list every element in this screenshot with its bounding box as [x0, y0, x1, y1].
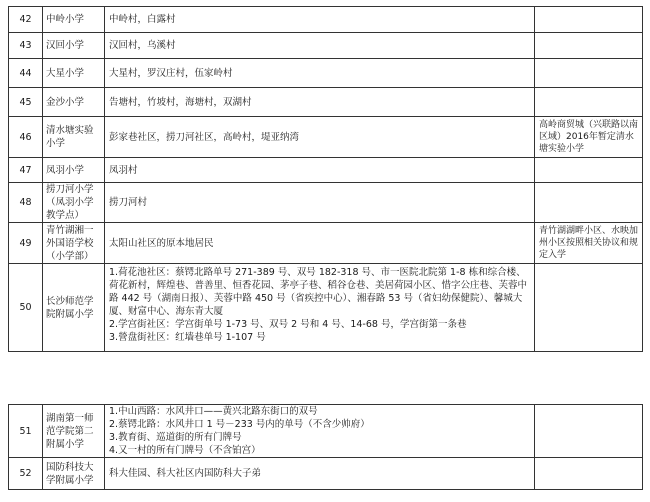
- row-number: 50: [9, 264, 43, 352]
- school-name: 清水塘实验小学: [43, 117, 105, 158]
- enrollment-area: [105, 183, 535, 223]
- enrollment-area-line: 3.營盘街社区：红墙巷单号 1-107 号: [109, 332, 266, 343]
- enrollment-area-line: 彭家巷社区，捞刀河社区，高岭村，堤亚纳湾: [109, 131, 300, 143]
- school-name: 凤羽小学: [43, 158, 105, 183]
- enrollment-area: [105, 88, 535, 117]
- row-number: 43: [9, 33, 43, 59]
- school-name: 金沙小学: [43, 88, 105, 117]
- school-name: 长沙师范学院附属小学: [43, 264, 105, 352]
- remarks: [535, 158, 643, 183]
- enrollment-area-line: 3.教育街、巡道街的所有门牌号: [109, 432, 242, 443]
- row-number: 44: [9, 59, 43, 88]
- enrollment-area: [105, 7, 535, 33]
- school-name: 湖南第一师范学院第二附属小学: [43, 405, 105, 458]
- table-body: [9, 7, 643, 352]
- remarks: [535, 458, 643, 490]
- enrollment-area: [105, 405, 535, 458]
- table-row: [9, 223, 643, 264]
- table-body: [9, 405, 643, 490]
- enrollment-area: [105, 158, 535, 183]
- school-name: 大星小学: [43, 59, 105, 88]
- enrollment-area-line: 2.蔡锷北路：水风井口 1 号－233 号内的单号（不含少帅府）: [109, 419, 370, 430]
- school-name: 中岭小学: [43, 7, 105, 33]
- school-district-table: [8, 6, 643, 352]
- table-row: [9, 264, 643, 352]
- enrollment-area-line: 中岭村，白露村: [109, 14, 176, 25]
- table-row: [9, 33, 643, 59]
- enrollment-area: [105, 458, 535, 490]
- enrollment-area-line: 凤羽村: [109, 164, 138, 176]
- remarks: [535, 264, 643, 352]
- enrollment-area: [105, 223, 535, 264]
- row-number: 52: [9, 458, 43, 490]
- row-number: 49: [9, 223, 43, 264]
- table-row: [9, 7, 643, 33]
- row-number: 45: [9, 88, 43, 117]
- table-row: [9, 88, 643, 117]
- enrollment-area: [105, 33, 535, 59]
- enrollment-area-line: 1.荷花池社区：蔡锷北路单号 271-389 号、双号 182-318 号、市一医院北院第 1-8 栋和综合楼、荷花新村，辉煌巷、普善里、恒香花园、茅亭子巷、稻谷仓巷、美居荷园小区、惜字公庄巷、芙蓉中路 442 号（湖南日报）、芙蓉中路 450 号（省疾控中心）、湘春路 53 号（省妇幼保健院）、馨城大厦、财富中心、海东青大厦: [109, 267, 528, 317]
- row-number: 48: [9, 183, 43, 223]
- table-row: [9, 183, 643, 223]
- remarks: [535, 405, 643, 458]
- table-row: [9, 59, 643, 88]
- remarks: 青竹湖湖畔小区、水映加州小区按照相关协议和规定入学: [535, 223, 643, 264]
- table-row: [9, 405, 643, 458]
- school-name: 汉回小学: [43, 33, 105, 59]
- enrollment-area: [105, 117, 535, 158]
- school-name: 国防科技大学附属小学: [43, 458, 105, 490]
- school-name: 青竹湖湘一外国语学校（小学部）: [43, 223, 105, 264]
- table-row: [9, 458, 643, 490]
- remarks: [535, 7, 643, 33]
- row-number: 47: [9, 158, 43, 183]
- enrollment-area-line: 捞刀河村: [109, 197, 148, 208]
- enrollment-area-line: 太阳山社区的原本地居民: [109, 237, 214, 249]
- enrollment-area-line: 1.中山西路：水风井口——黄兴北路东街口的双号: [109, 406, 318, 417]
- row-number: 46: [9, 117, 43, 158]
- enrollment-area-line: 告塘村，竹坡村，海塘村，双湖村: [109, 96, 252, 108]
- remarks: [535, 88, 643, 117]
- enrollment-area-line: 科大佳园、科大社区内国防科大子弟: [109, 468, 262, 479]
- remarks: [535, 183, 643, 223]
- row-number: 51: [9, 405, 43, 458]
- row-number: 42: [9, 7, 43, 33]
- enrollment-area-line: 汉回村，乌溪村: [109, 40, 176, 51]
- remarks: [535, 59, 643, 88]
- remarks: [535, 33, 643, 59]
- school-district-table-continued: [8, 404, 643, 490]
- table-row: [9, 117, 643, 158]
- school-name: 捞刀河小学（凤羽小学教学点）: [43, 183, 105, 223]
- enrollment-area-line: 2.学宫街社区：学宫街单号 1-73 号、双号 2 号和 4 号、14-68 号，学宫街第一条巷: [109, 319, 467, 330]
- enrollment-area: [105, 264, 535, 352]
- remarks: 高岭商贸城（兴联路以南区域）2016年暂定清水塘实验小学: [535, 117, 643, 158]
- enrollment-area-line: 4.又一村的所有门牌号（不含铂宫）: [109, 445, 261, 456]
- table-row: [9, 158, 643, 183]
- enrollment-area: [105, 59, 535, 88]
- enrollment-area-line: 大星村，罗汉庄村，伍家岭村: [109, 67, 233, 79]
